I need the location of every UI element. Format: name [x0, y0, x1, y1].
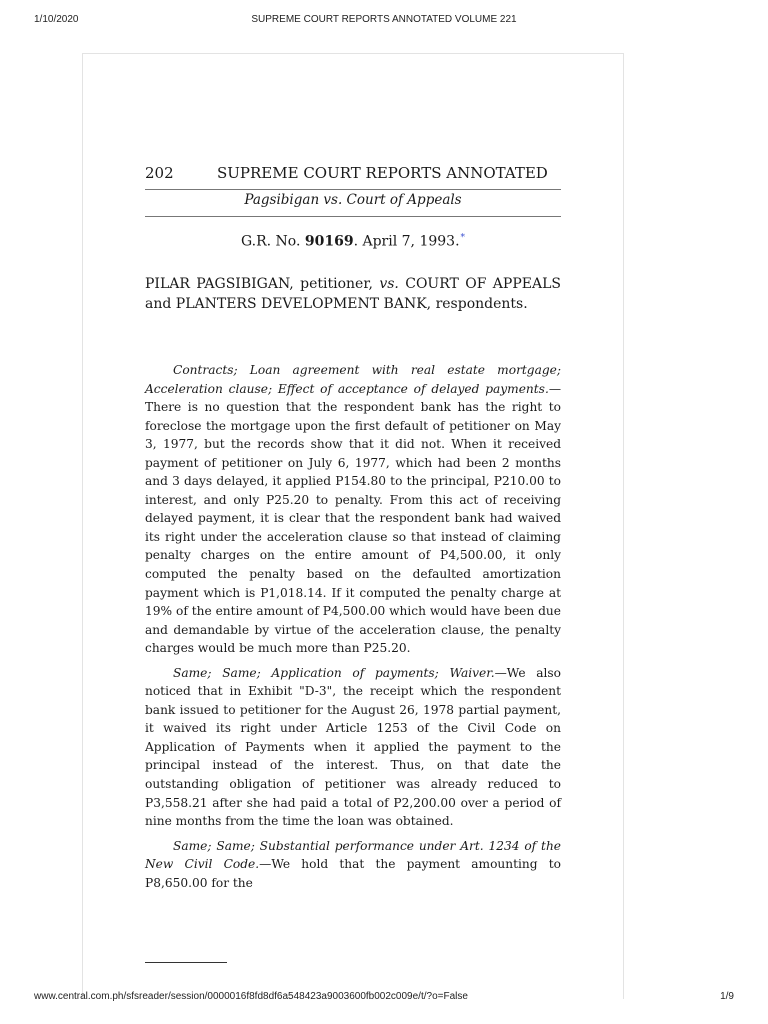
document-page	[82, 53, 624, 999]
gr-prefix: G.R. No.	[240, 233, 305, 250]
syllabus-paragraph	[145, 664, 561, 831]
syllabus-paragraph	[145, 837, 561, 893]
decision-date: . April 7, 1993.	[353, 233, 460, 250]
syllabus-body: —We hold that the payment amounting to P8,650.00 for the	[145, 857, 561, 890]
respondent-role: respondents.	[431, 296, 528, 312]
gr-number: 90169	[304, 233, 354, 250]
case-title: Pagsibigan vs. Court of Appeals	[244, 192, 462, 208]
syllabus-heading: Same; Same; Application of payments; Waiver.	[173, 665, 495, 680]
gr-number-line	[145, 233, 561, 250]
petitioner-name: PILAR PAGSIBIGAN,	[145, 276, 294, 292]
running-head	[145, 164, 561, 186]
header-rule-top	[145, 189, 561, 190]
print-header	[0, 14, 768, 28]
versus: vs.	[379, 276, 399, 292]
print-date: 1/10/2020	[34, 14, 79, 25]
print-title: SUPREME COURT REPORTS ANNOTATED VOLUME 221	[251, 14, 517, 25]
syllabus-body: —We also noticed that in Exhibit "D-3", the receipt which the respondent bank issued to petitioner for the August 26, 1978 partial payment, it waived its right under Article 1253 of the Civil Code on Application of Payments when it applied the payment to the principal instead of the interest. Thus, on that date the outstanding obligation of petitioner was already reduced to P3,558.21 after she had paid a total of P2,200.00 over a period of nine months from the time the loan was obtained.	[145, 665, 561, 829]
print-page-count: 1/9	[720, 991, 734, 1002]
syllabus-body: —There is no question that the respondent bank has the right to foreclose the mortgage upon the first default of petitioner on May 3, 1977, but the records show that it did not. When it received payment of petitioner on July 6, 1977, which had been 2 months and 3 days delayed, it applied P154.80 to the principal, P210.00 to interest, and only P25.20 to penalty. From this act of receiving delayed payment, it is clear that the respondent bank had waived its right under the acceleration clause so that instead of claiming penalty charges on the entire amount of P4,500.00, it only computed the penalty based on the defaulted amortization payment which is P1,018.14. If it computed the penalty charge at 19% of the entire amount of P4,500.00 which would have been due and demandable by virtue of the acceleration clause, the penalty charges would be much more than P25.20.	[145, 381, 561, 656]
header-rule-bottom	[145, 216, 561, 217]
reporter-title: SUPREME COURT REPORTS ANNOTATED	[217, 164, 548, 182]
syllabus-heading: Same; Same; Substantial performance under Art. 1234 of the New Civil Code.	[145, 838, 561, 872]
footnote-rule	[145, 962, 227, 963]
syllabus	[145, 361, 561, 898]
syllabus-heading: Contracts; Loan agreement with real estate mortgage; Acceleration clause; Effect of acceptance of delayed payments.	[145, 363, 561, 396]
syllabus-paragraph	[145, 361, 561, 658]
footnote-link[interactable]: *	[460, 233, 466, 243]
page-number: 202	[145, 164, 174, 182]
petitioner-role: petitioner,	[293, 276, 380, 292]
print-footer	[0, 991, 768, 1005]
page-url: www.central.com.ph/sfsreader/session/0000016f8fd8df6a548423a9003600fb002c009e/t/?o=False	[34, 991, 468, 1002]
parties	[145, 274, 561, 314]
respondent-names: COURT OF APPEALS and PLANTERS DEVELOPMENT BANK,	[145, 276, 561, 312]
